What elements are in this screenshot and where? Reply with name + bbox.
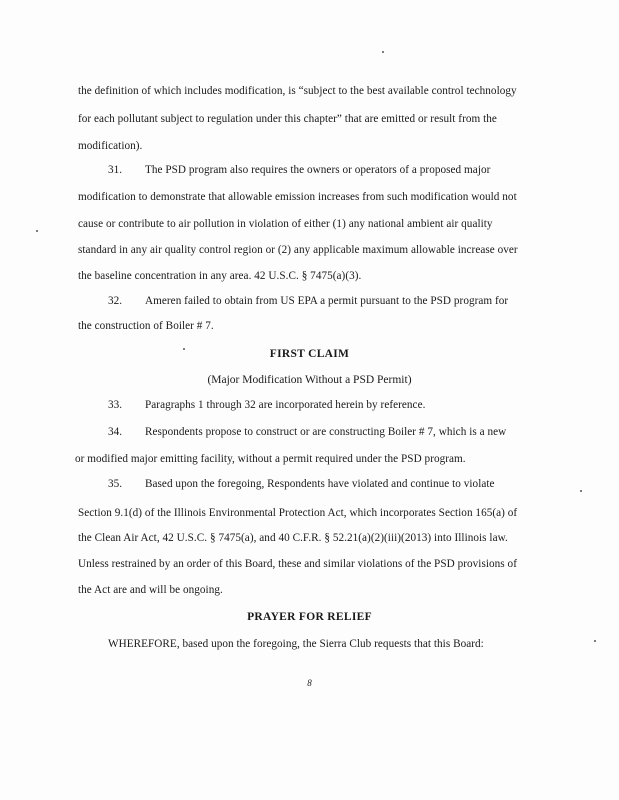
scan-speck: [594, 640, 596, 642]
line-text: for each pollutant subject to regulation under this chapter” that are emitted or result from the: [78, 113, 497, 125]
paragraph-number: 35.: [108, 478, 123, 490]
line-text: WHEREFORE, based upon the foregoing, the Sierra Club requests that this Board:: [108, 638, 484, 650]
line-text: Unless restrained by an order of this Board, these and similar violations of the PSD provisions of: [78, 558, 517, 570]
line-text: Paragraphs 1 through 32 are incorporated herein by reference.: [145, 399, 426, 411]
line-text: the Act are and will be ongoing.: [78, 584, 223, 596]
prayer-heading: PRAYER FOR RELIEF: [247, 611, 372, 623]
line-text: or modified major emitting facility, without a permit required under the PSD program.: [75, 453, 466, 465]
paragraph-number: 33.: [108, 399, 123, 411]
paragraph-number: 34.: [108, 426, 123, 438]
line-text: Based upon the foregoing, Respondents have violated and continue to violate: [145, 478, 495, 490]
line-text: the baseline concentration in any area. 42 U.S.C. § 7475(a)(3).: [78, 270, 362, 282]
scan-speck: [382, 51, 384, 53]
line-text: the construction of Boiler # 7.: [78, 320, 214, 332]
line-text: modification to demonstrate that allowable emission increases from such modification would not: [78, 191, 517, 203]
line-text: standard in any air quality control region or (2) any applicable maximum allowable increase over: [78, 244, 518, 256]
line-text: the definition of which includes modification, is “subject to the best available control technology: [78, 85, 517, 97]
line-text: modification).: [78, 140, 143, 152]
page-number: 8: [307, 678, 312, 688]
first-claim-subheading: (Major Modification Without a PSD Permit): [207, 374, 412, 386]
scan-speck: [36, 230, 38, 232]
paragraph-number: 32.: [108, 295, 123, 307]
line-text: the Clean Air Act, 42 U.S.C. § 7475(a), and 40 C.F.R. § 52.21(a)(2)(iii)(2013) into Illinois law.: [78, 532, 508, 544]
first-claim-heading: FIRST CLAIM: [269, 348, 350, 360]
scan-speck: [580, 490, 582, 492]
line-text: Respondents propose to construct or are constructing Boiler # 7, which is a new: [145, 426, 507, 438]
line-text: Section 9.1(d) of the Illinois Environmental Protection Act, which incorporates Section 165(a) of: [78, 507, 518, 519]
line-text: cause or contribute to air pollution in violation of either (1) any national ambient air quality: [78, 218, 493, 230]
line-text: The PSD program also requires the owners or operators of a proposed major: [145, 164, 491, 176]
line-text: Ameren failed to obtain from US EPA a permit pursuant to the PSD program for: [145, 295, 509, 307]
paragraph-number: 31.: [108, 164, 123, 176]
